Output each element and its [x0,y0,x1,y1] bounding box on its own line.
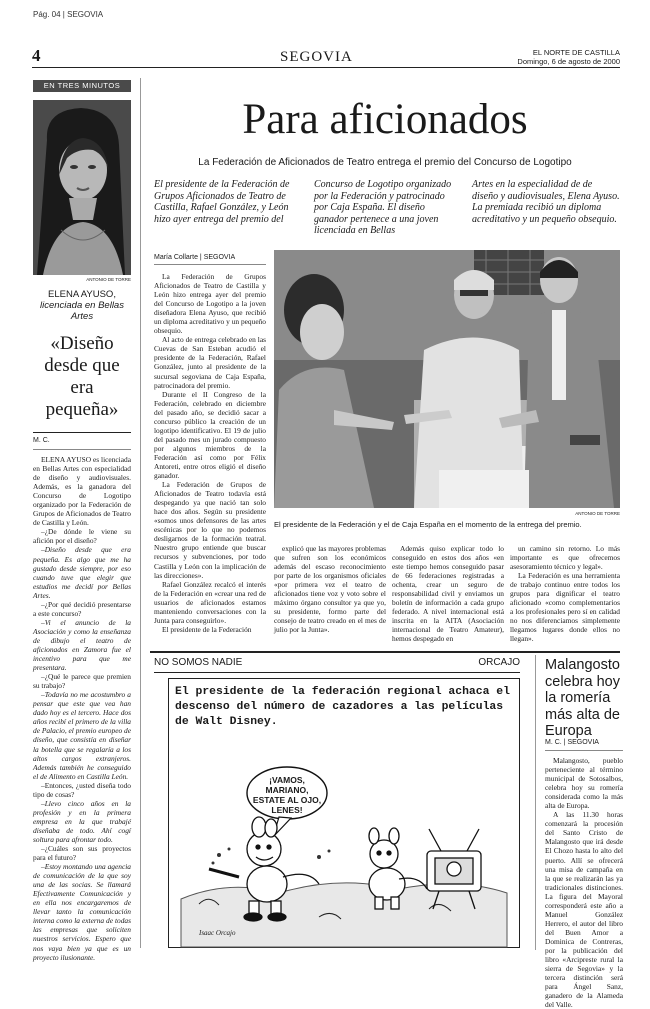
byline-rule [154,264,266,265]
body-col-4: un camino sin retorno. Lo más importante es que ofrecemos asesoramiento técnico y legal». La Federación es una herramienta de trabajo continuo entre todos los grupos para dignificar el teatro aficionado «como complementarios a los profesionales pero sí en calidad no nos diferenciamos simplemente llegamos lugares donde ellos no llegan». [510,544,620,644]
page-number: 4 [32,46,41,65]
lede-col-2: Concurso de Logotipo organizado por la Federación y patrocinado por Caja España. El diseño ganador pertenece a una joven licenciada en Bellas [314,179,452,236]
pull-quote: «Diseño desde que era pequeña» [44,333,120,420]
main-subhead: La Federación de Aficionados de Teatro entrega el premio del Concurso de Logotipo [198,157,572,168]
kicker-badge: EN TRES MINUTOS [33,80,131,92]
body-col-2: explicó que las mayores problemas que sufren son los económicos además del escaso reconocimiento por parte de los organismos oficiales «por primera vez el teatro de aficionados tiene voz y voto sobre el máximo órgano consultor ya que yo, su presidente, formo parte del consejo de teatro creado en el mes de julio por la Junta». [274,544,386,635]
cartoon-caption: El presidente de la federación regional achaca el descenso del número de cazadores a las películas de Walt Disney. [175,686,510,728]
main-byline: María Collarte | SEGOVIA [154,254,236,261]
lede-col-3: Artes en la especialidad de de diseño y audiovisuales, Elena Ayuso. La premiada recibió un diploma acreditativo y un pequeño obsequio. [472,179,620,225]
portrait-photo [33,100,131,275]
right-headline: Malangosto celebra hoy la romería más alta de Europa [545,657,620,739]
body-col-1: La Federación de Grupos Aficionados de Teatro de Castilla y León hizo entrega ayer del premio del Concurso de Logotipo a la joven diseñadora Elena Ayuso, que recibió un diploma acreditativo y un pequeño obsequio. Al acto de entrega celebrado en las Cuevas de San Esteban acudió el presidente de la Federación, Rafael González, junto al presidente de la sucursal segoviana de Caja España, patrocinadora del premio. Durante el II Congreso de la Federación, celebrado en diciembre del pasado año, se decidió sacar a concurso público la creación de un logotipo identificativo. El 19 de julio del pasado mes un jurado compuesto por algunos miembros de la Federación así como por Félix Antoreti, entre otros eligió el diseño ganador. La Federación de Grupos de Aficionados de Teatro todavía está despegando ya que nació tan solo hace dos años. Según su presidente «somos unos defensores de las artes escénicas por lo que no podemos desligarnos de la formación teatral. Nuestro grupo entiende que buscar recursos y subvenciones, por todo Castilla y León con la implicación de las direcciones». Rafael González recalcó el interés de la Federación en «crear una red de usuarios de aficionados estamos manteniendo conversaciones con la Junta para conseguirlo». El presidente de la Federación [154,272,266,634]
issue-date: Domingo, 6 de agosto de 2000 [517,57,620,66]
photo-caption: El presidente de la Federación y el de Caja España en el momento de la entrega del premio. [274,520,582,529]
masthead-info [510,48,620,66]
sidebar-rule-2 [33,449,131,450]
cartoon-section: NO SOMOS NADIE [154,657,243,668]
interviewee-name: ELENA AYUSO, [48,289,116,300]
column-divider [140,78,141,948]
interviewee-role: licenciada en Bellas Artes [40,300,124,322]
lede-col-1: El presidente de la Federación de Grupos Aficionados de Teatro de Castilla, Rafael González, y León hizo ayer entrega del premio del [154,179,290,225]
main-photo [274,250,620,508]
photo-credit: ANTONIO DE TORRE [575,511,620,516]
right-byline-rule [545,750,623,751]
right-divider [535,655,536,950]
page-ref: Pág. 04 | SEGOVIA [33,10,104,19]
header-rule [32,67,620,68]
body-col-3: Además quiso explicar todo lo conseguido en estos dos años «en este tiempo hemos conseguido pasar de 66 federaciones registradas a ochenta, crear un seguro de responsabilidad civil y enviamos un boletín de información a cada grupo federado. A nivel internacional está inscrita en la AITA (Asociación internacional de Teatro Amateur), hemos despegado en [392,544,504,644]
sidebar-byline: M. C. [33,437,50,444]
section-title: SEGOVIA [280,49,353,65]
cartoon-signature: Isaac Orcajo [199,929,236,937]
cartoon-panel [168,678,520,948]
interviewee [33,289,131,322]
interview-text: ELENA AYUSO es licenciada en Bellas Artes con especialidad de diseño y audiovisuales. Además, es la ganadora del Concurso de Logotipo organizado por la Federación de Grupos de Aficionados de Teatro de Castilla y León. –¿De dónde le viene su afición por el diseño? –Diseño desde que era pequeña. Es algo que me ha gustado desde siempre, por eso cuando tuve que elegir que estudios me decidí por Bellas Artes. –¿Por qué decidió presentarse a este concurso? –Vi el anuncio de la Asociación y como la enseñanza de dibujo el teatro de aficionados en Zamora fue el incentivo para que me presentara. –¿Qué le parece que premien su trabajo? –Todavía no me acostumbro a pensar que este que vea han dado hoy es el tercero. Hace dos años recibí el primero de la villa de Palacio, el premio europeo de diseño, que consistía en diseñar la botella que se regalaría a los altos cargos extranjeros. Además también he conseguido el de Alimento en Castilla León. –Entonces, ¿usted diseña todo tipo de cosas? –Llevo cinco años en la profesión y en la primera empresa en la que trabajé diseñaba de todo. Ahí cogí soltura para afrontar todo. –¿Cuáles son sus proyectos para el futuro? –Estoy montando una agencia de comunicación de la que soy una de las socias. Se llamará Efectivamente Comunicación y en ella nos encargaremos de llevar tanto la comunicación interna como la externa de todas las empresas que soliciten nuestros servicios. Espero que nos vaya bien ya que es un proyecto ilusionante. [33,455,131,962]
right-byline: M. C. | SEGOVIA [545,739,599,746]
paper-name: EL NORTE DE CASTILLA [532,48,620,57]
cartoon-rule [154,672,520,673]
cartoon-author: ORCAJO [478,657,520,668]
main-headline: Para aficionados [242,96,528,143]
right-body: Malangosto, pueblo perteneciente al término municipal de Sotosalbos, celebra hoy su romería considerada como la más alta de Europa. A las 11.30 horas comenzará la procesión del Santo Cristo de Malangosto que irá desde El Chozo hasta lo alto del puerto. Allí se ofrecerá una misa de campaña en la que se realizarán las ya tradicionales distinciones. La figura del Mayoral corresponderá este año a Manuel González Herrero, el autor del libro del Buen Amor a Dominica de Contreras, por la publicación del libro «Arcipreste rural la sierra de Segovia» y la tercera distinción será para Ángel Sanz, ganadero de la Alameda del Valle. [545,756,623,1009]
main-bottom-rule [150,651,620,653]
speech-bubble: ¡VAMOS, MARIANO, ESTATE AL OJO, LENES! [252,775,322,815]
sidebar-rule [33,432,131,433]
portrait-credit: ANTONIO DE TORRE [86,277,131,282]
